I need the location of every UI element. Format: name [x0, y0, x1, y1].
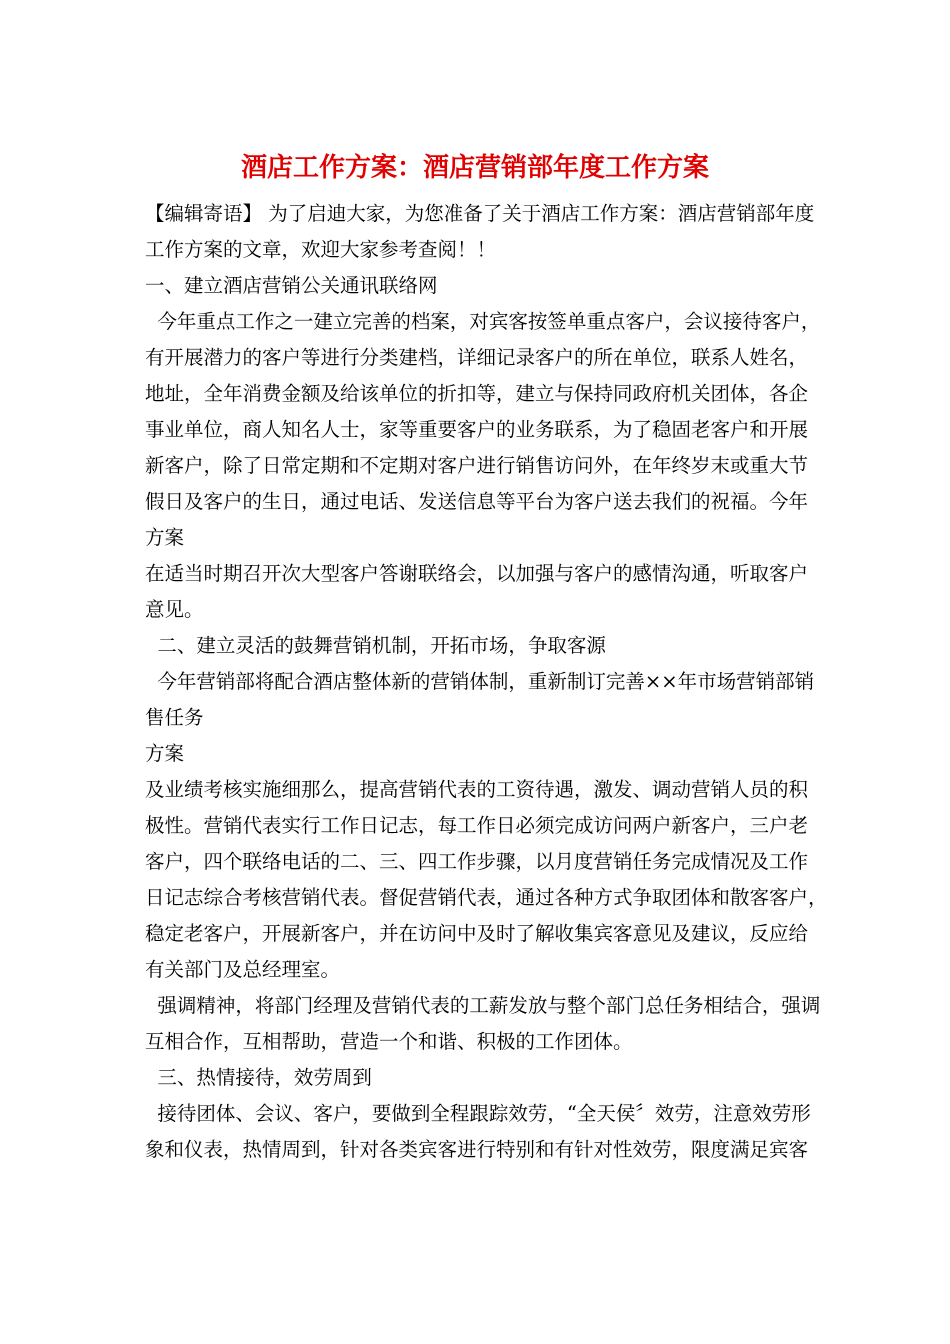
body-line: 意见。	[145, 598, 204, 621]
body-line: 强调精神，将部门经理及营销代表的工薪发放与整个部门总任务相结合，强调	[145, 994, 821, 1017]
body-line: 售任务	[145, 706, 204, 729]
body-line: 客户，四个联络电话的二、三、四工作步骤，以月度营销任务完成情况及工作	[145, 850, 809, 873]
body-line: 假日及客户的生日，通过电话、发送信息等平台为客户送去我们的祝福。今年	[145, 490, 809, 513]
body-line: 一、建立酒店营销公关通讯联络网	[145, 274, 438, 297]
body-line: 【编辑寄语】 为了启迪大家，为您准备了关于酒店工作方案：酒店营销部年度	[145, 202, 815, 225]
body-line: 接待团体、会议、客户，要做到全程跟踪效劳，“全天侯〞效劳，注意效劳形	[145, 1102, 811, 1125]
body-line: 及业绩考核实施细那么，提高营销代表的工资待遇，激发、调动营销人员的积	[145, 778, 809, 801]
body-line: 有开展潜力的客户等进行分类建档，详细记录客户的所在单位，联系人姓名，	[145, 346, 809, 369]
document-title: 酒店工作方案：酒店营销部年度工作方案	[240, 153, 709, 183]
body-line: 有关部门及总经理室。	[145, 958, 341, 981]
body-line: 方案	[145, 526, 185, 549]
body-line: 方案	[145, 742, 185, 765]
body-line: 二、建立灵活的鼓舞营销机制，开拓市场，争取客源	[145, 634, 606, 657]
body-line: 极性。营销代表实行工作日记志，每工作日必须完成访问两户新客户，三户老	[145, 814, 809, 837]
body-line: 互相合作，互相帮助，营造一个和谐、积极的工作团体。	[145, 1030, 633, 1053]
body-line: 新客户，除了日常定期和不定期对客户进行销售访问外，在年终岁末或重大节	[145, 454, 809, 477]
body-line: 工作方案的文章，欢迎大家参考查阅！！	[145, 238, 497, 261]
body-line: 今年重点工作之一建立完善的档案，对宾客按签单重点客户，会议接待客户，	[145, 310, 821, 333]
body-line: 今年营销部将配合酒店整体新的营销体制，重新制订完善××年市场营销部销	[145, 670, 815, 693]
body-line: 象和仪表，热情周到，针对各类宾客进行特别和有针对性效劳，限度满足宾客	[145, 1138, 809, 1161]
body-line: 事业单位，商人知名人士，家等重要客户的业务联系，为了稳固老客户和开展	[145, 418, 809, 441]
body-line: 在适当时期召开次大型客户答谢联络会，以加强与客户的感情沟通，听取客户	[145, 562, 809, 585]
document-body	[145, 196, 828, 1168]
body-line: 日记志综合考核营销代表。督促营销代表，通过各种方式争取团体和散客客户，	[145, 886, 828, 909]
body-line: 稳定老客户，开展新客户，并在访问中及时了解收集宾客意见及建议，反应给	[145, 922, 809, 945]
body-line: 地址，全年消费金额及给该单位的折扣等，建立与保持同政府机关团体，各企	[145, 382, 809, 405]
body-line: 三、热情接待，效劳周到	[145, 1066, 372, 1089]
